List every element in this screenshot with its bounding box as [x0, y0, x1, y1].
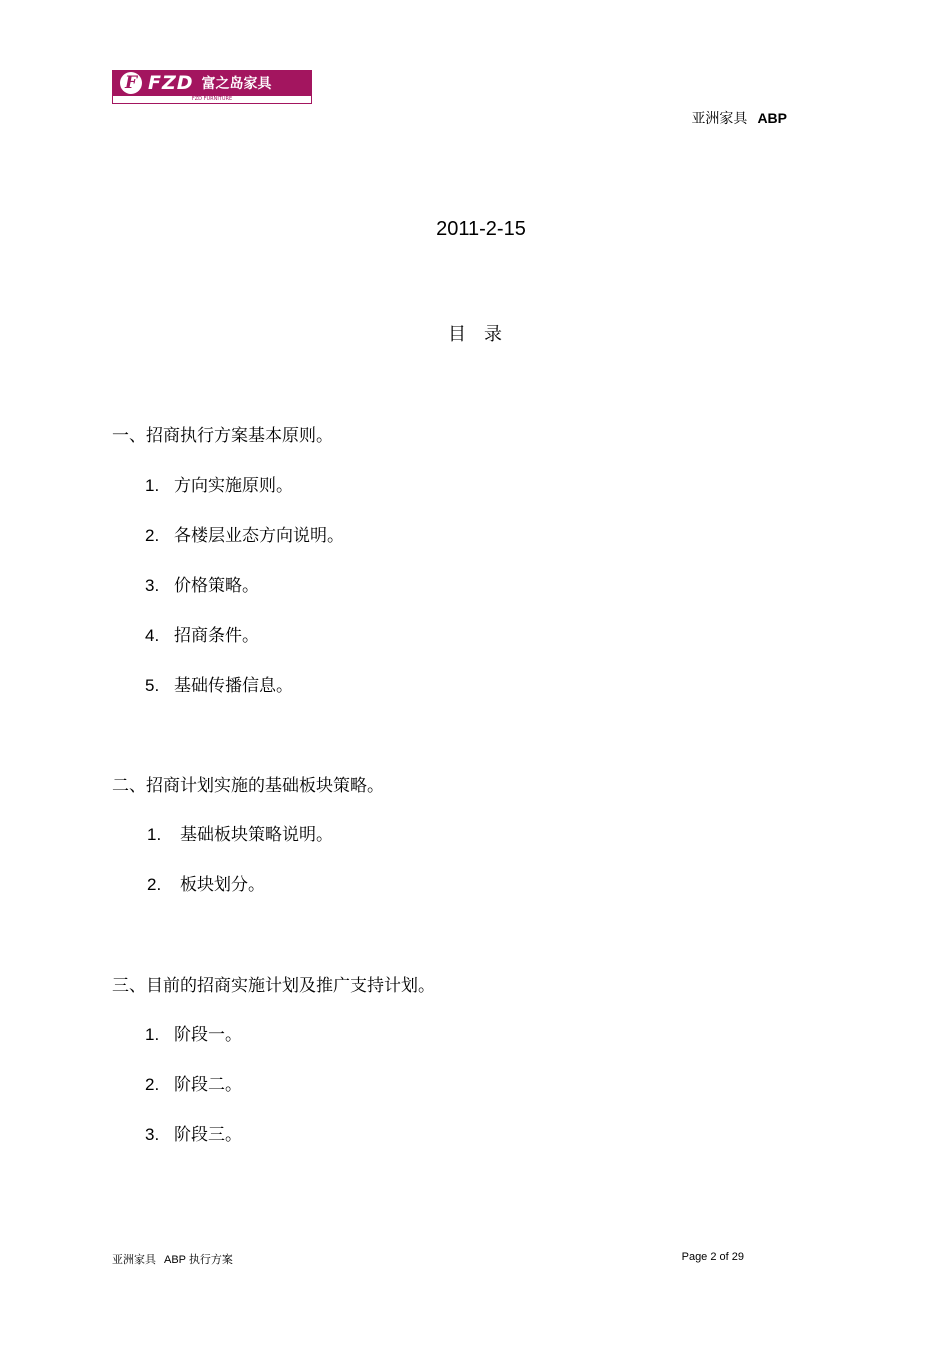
toc-item-number: 1. — [145, 476, 160, 495]
toc-item-number: 4. — [145, 626, 160, 645]
toc-item-text: 方向实施原则。 — [174, 476, 293, 496]
toc-item-text: 招商条件。 — [174, 626, 259, 646]
toc-item-number: 3. — [145, 1125, 160, 1144]
toc-item-number: 2. — [145, 1075, 160, 1094]
toc-item — [145, 1020, 242, 1045]
toc-item — [145, 1120, 242, 1145]
toc-item-number: 2. — [145, 526, 160, 545]
toc-item — [145, 621, 259, 646]
toc-item — [145, 471, 293, 496]
toc-item-number: 1. — [145, 1025, 160, 1044]
footer-company-cn: 亚洲家具 — [112, 1253, 156, 1266]
document-date: 2011-2-15 — [436, 218, 526, 240]
toc-item-text: 价格策略。 — [174, 576, 259, 596]
header-company-cn: 亚洲家具 — [691, 111, 748, 127]
toc-item-number: 1. — [147, 825, 162, 844]
toc-section-3: 三、目前的招商实施计划及推广支持计划。 — [112, 976, 435, 996]
toc-item — [145, 571, 259, 596]
footer-title — [112, 1251, 233, 1267]
logo-band — [112, 70, 312, 96]
toc-item-number: 2. — [147, 875, 162, 894]
toc-item-number: 5. — [145, 676, 160, 695]
toc-item — [145, 521, 344, 546]
page-number: Page 2 of 29 — [681, 1251, 744, 1263]
toc-item — [147, 870, 265, 895]
toc-item — [145, 671, 293, 696]
toc-title: 目录 — [448, 324, 520, 345]
toc-item-text: 板块划分。 — [180, 875, 265, 895]
header-company-abp: ABP — [757, 110, 787, 126]
toc-item — [147, 820, 333, 845]
toc-item-text: 阶段二。 — [174, 1075, 242, 1095]
toc-item-number: 3. — [145, 576, 160, 595]
toc-item-text: 阶段一。 — [174, 1025, 242, 1045]
toc-item-text: 基础板块策略说明。 — [180, 825, 333, 845]
toc-item-text: 阶段三。 — [174, 1125, 242, 1145]
toc-section-1: 一、招商执行方案基本原则。 — [112, 426, 333, 446]
logo-subtitle: FZD FURNITURE — [112, 96, 312, 104]
toc-item — [145, 1070, 242, 1095]
logo-cn-name: 富之岛家具 — [201, 76, 272, 92]
logo-brand: FZD — [148, 72, 194, 94]
toc-item-text: 基础传播信息。 — [174, 676, 293, 696]
header-company — [691, 108, 787, 128]
company-logo — [112, 70, 312, 104]
logo-mark-icon: F — [120, 72, 142, 94]
toc-item-text: 各楼层业态方向说明。 — [174, 526, 344, 546]
footer-doc-name: ABP 执行方案 — [164, 1254, 233, 1266]
toc-section-2: 二、招商计划实施的基础板块策略。 — [112, 776, 384, 796]
